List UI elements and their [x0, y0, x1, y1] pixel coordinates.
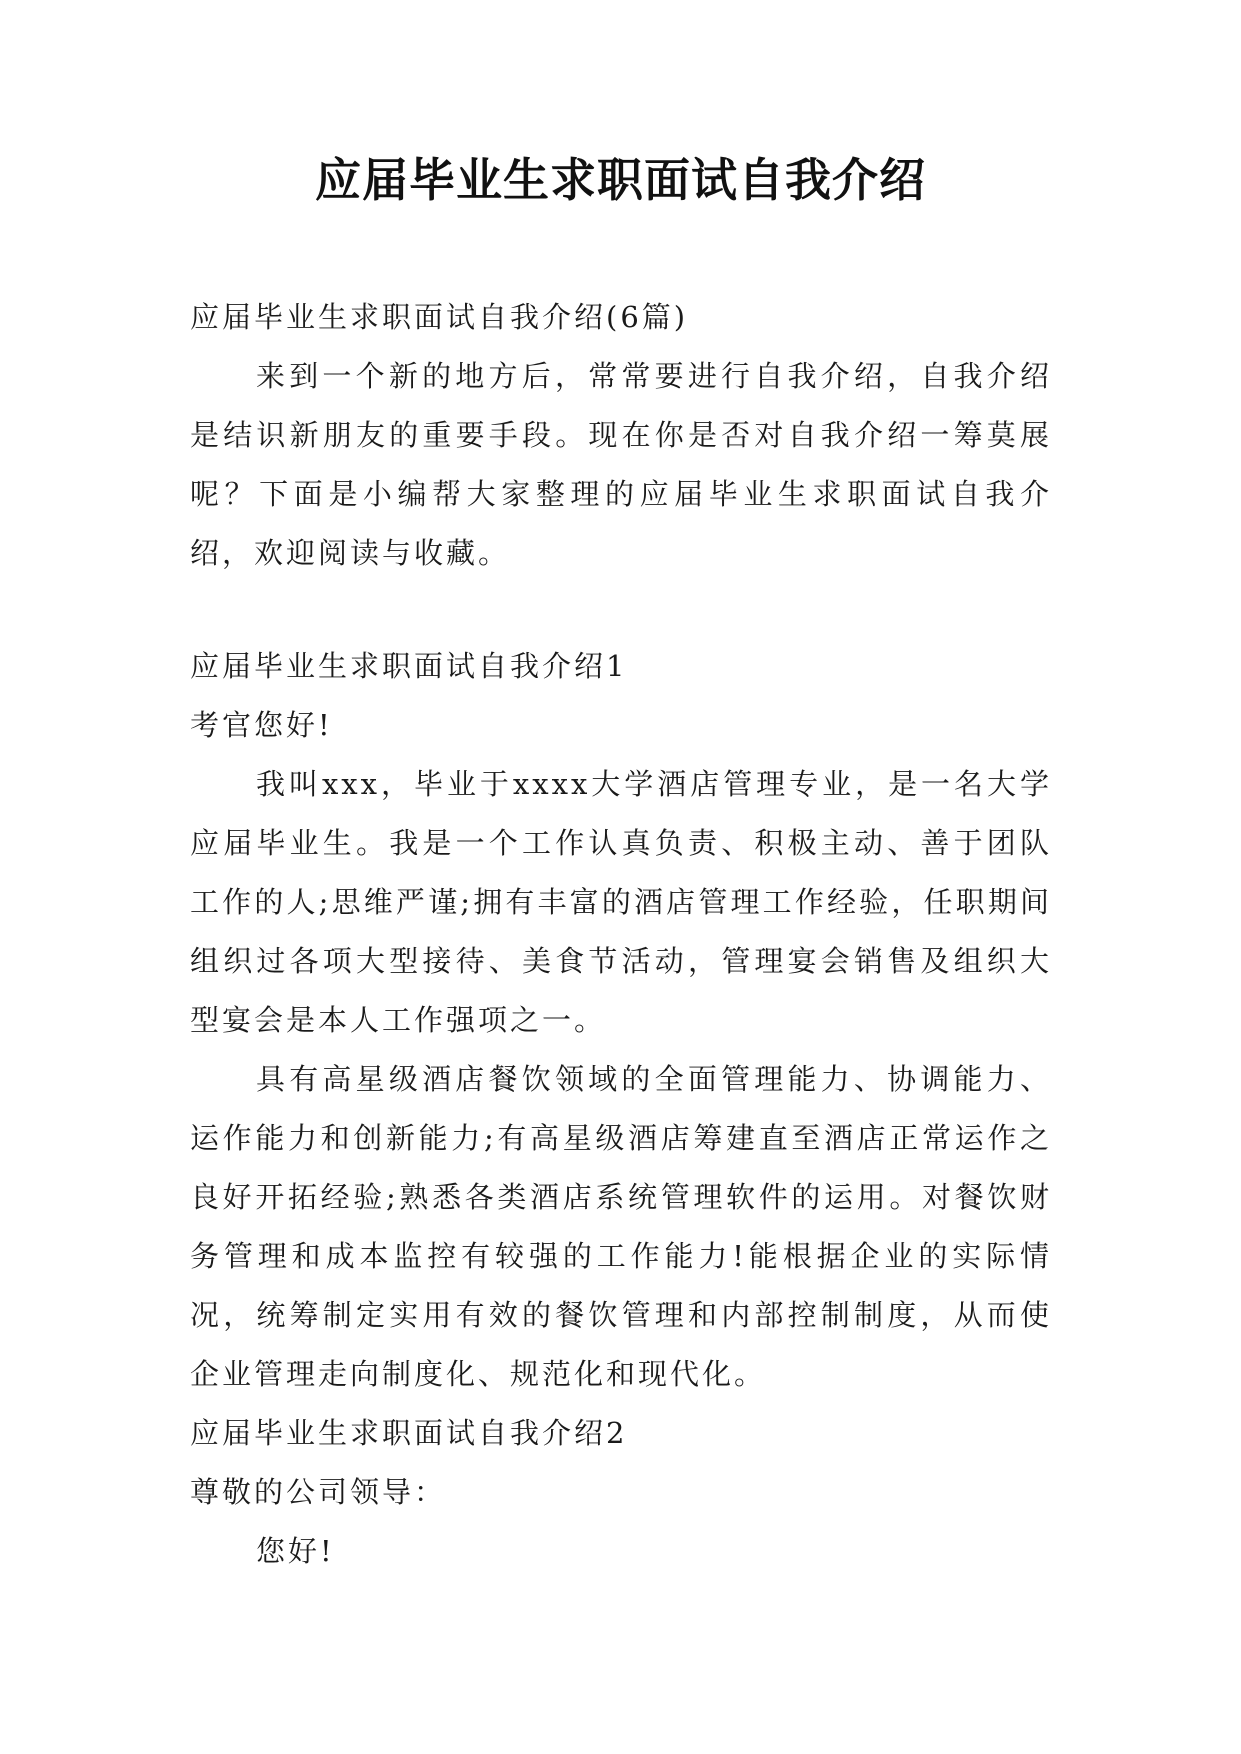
intro-paragraph: 来到一个新的地方后，常常要进行自我介绍，自我介绍是结识新朋友的重要手段。现在你是否对自我介绍一筹莫展呢？下面是小编帮大家整理的应届毕业生求职面试自我介绍，欢迎阅读与收藏。	[190, 359, 1052, 570]
section-spacer	[190, 583, 1052, 637]
body-paragraph-2: 具有高星级酒店餐饮领域的全面管理能力、协调能力、运作能力和创新能力;有高星级酒店筹建直至酒店正常运作之良好开拓经验;熟悉各类酒店系统管理软件的运用。对餐饮财务管理和成本监控有较强的工作能力!能根据企业的实际情况，统筹制定实用有效的餐饮管理和内部控制制度，从而使企业管理走向制度化、规范化和现代化。	[190, 1062, 1052, 1391]
section-heading-2: 应届毕业生求职面试自我介绍2	[190, 1416, 628, 1450]
document-body	[190, 288, 1052, 1581]
document-subtitle: 应届毕业生求职面试自我介绍(6篇)	[190, 300, 689, 334]
document-title: 应届毕业生求职面试自我介绍	[315, 153, 926, 207]
salutation-2: 尊敬的公司领导：	[190, 1475, 447, 1509]
greeting-1: 考官您好!	[190, 708, 333, 742]
body-paragraph-1: 我叫xxx，毕业于xxxx大学酒店管理专业，是一名大学应届毕业生。我是一个工作认真负责、积极主动、善于团队工作的人;思维严谨;拥有丰富的酒店管理工作经验，任职期间组织过各项大型接待、美食节活动，管理宴会销售及组织大型宴会是本人工作强项之一。	[190, 767, 1052, 1037]
section-heading-1: 应届毕业生求职面试自我介绍1	[190, 649, 628, 683]
greeting-2: 您好!	[256, 1534, 335, 1568]
